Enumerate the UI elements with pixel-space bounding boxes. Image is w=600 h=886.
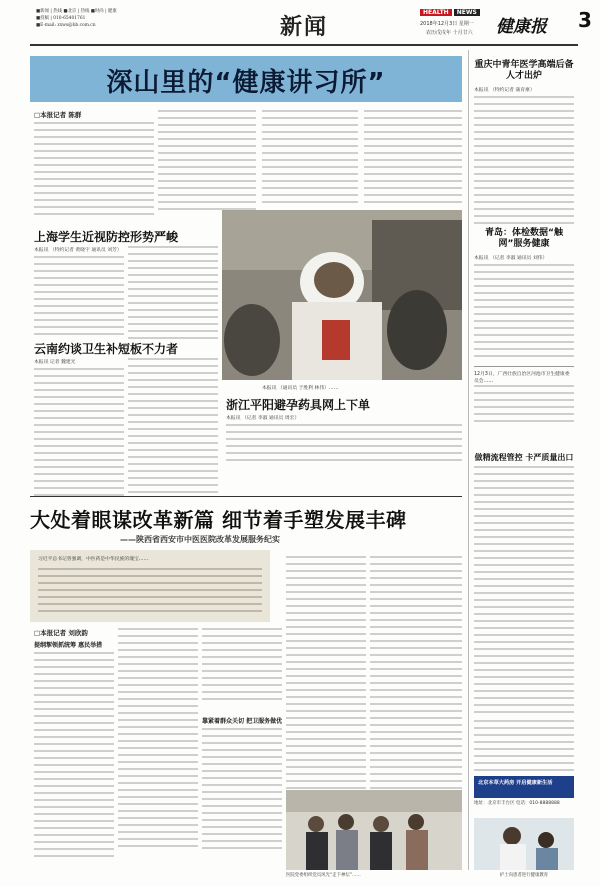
masthead bbox=[0, 0, 600, 46]
lead-headline: 深山里的“健康讲习所” bbox=[106, 68, 386, 98]
right-story-2-title: 青岛：体检数据“触网”服务健康 bbox=[485, 228, 563, 249]
feature-column-divider bbox=[468, 450, 469, 870]
ad-title: 北京本草大药房 开启健康新生活 bbox=[478, 780, 553, 786]
lead-photo bbox=[222, 210, 462, 380]
feature-top-rule bbox=[30, 496, 462, 497]
story-2-body-col2 bbox=[128, 358, 218, 498]
contact-email: ■E-mail: zxws@bb.com.cn bbox=[36, 23, 96, 28]
feature-photo-1-illustration bbox=[286, 790, 462, 870]
story-1-body-col2 bbox=[128, 246, 218, 344]
feature-photo-1-caption: 医院党委组织党员风光“走下神坛”…… bbox=[286, 873, 361, 878]
story-3-byline: 本报讯 （记者 李淑 通讯员 周宏） bbox=[226, 416, 300, 421]
feature-headline: 大处着眼谋改革新篇 细节着手塑发展丰碑 bbox=[30, 508, 407, 532]
feature-photo-2 bbox=[474, 818, 574, 870]
feature-col3 bbox=[202, 628, 282, 705]
story-1-title: 上海学生近视防控形势严峻 bbox=[34, 230, 179, 244]
right-story-1-body bbox=[474, 96, 574, 229]
right-notice-lines bbox=[474, 385, 574, 422]
story-1-byline: 本报讯 （特约记者 黄晓宇 通讯员 刘芳） bbox=[34, 248, 122, 253]
feature-intro-lines bbox=[38, 568, 262, 617]
column-divider bbox=[468, 50, 469, 450]
right-story-1-title: 重庆中青年医学高端后备人才出炉 bbox=[474, 60, 574, 81]
feature-photo-2-illustration bbox=[474, 818, 574, 870]
feature-intro: 习近平总书记曾强调，中医药是中华民族的瑰宝…… bbox=[38, 557, 149, 562]
feature-subhead: ——陕西省西安市中医医院改革发展服务纪实 bbox=[120, 535, 280, 544]
right-story-3-body-b bbox=[474, 720, 574, 776]
story-3-title: 浙江平阳避孕药具网上下单 bbox=[226, 398, 371, 412]
feature-photo-1 bbox=[286, 790, 462, 870]
story-1-body bbox=[34, 256, 124, 340]
story-2-byline: 本报讯 记者 魏建光 bbox=[34, 360, 76, 365]
lead-headline-bar bbox=[30, 56, 462, 102]
lead-byline: □本报记者 陈群 bbox=[34, 111, 82, 119]
feature-photo-2-caption: 护士向患者进行健康教育 bbox=[499, 873, 549, 878]
right-story-2-byline: 本报讯 （记者 李淑 通讯员 刘伟） bbox=[474, 256, 548, 261]
feature-col1 bbox=[34, 652, 114, 862]
right-notice-box bbox=[474, 366, 574, 445]
right-story-3-title: 做精流程管控 卡严质量出口 bbox=[474, 453, 574, 462]
story-2-title: 云南约谈卫生补短板不力者 bbox=[34, 342, 179, 356]
news-tag: NEWS bbox=[454, 9, 480, 16]
ad-contact: 地址：北京市丰台区 电话：010-8888888 bbox=[474, 801, 560, 806]
lead-body-col3 bbox=[262, 110, 358, 208]
channel-list: ■新闻 | 热线 ■北京 | 热线 ■时尚 | 健康 bbox=[36, 9, 117, 14]
lead-body-col2 bbox=[158, 110, 256, 215]
feature-col3b bbox=[202, 728, 282, 854]
lead-photo-caption: 本报讯 （通讯员 于胜利 林伟）…… bbox=[262, 386, 339, 391]
feature-intro-box bbox=[30, 550, 270, 622]
story-2-body bbox=[34, 368, 124, 501]
right-story-2-body bbox=[474, 264, 574, 362]
right-story-3-body bbox=[474, 466, 574, 718]
feature-col2 bbox=[118, 628, 198, 852]
issue-date: 2018年12月3日 星期一 bbox=[420, 21, 474, 27]
feature-sec2-head: 靠紧着群众关切 把卫服务做优 bbox=[202, 718, 283, 725]
right-story-1-byline: 本报讯 （特约记者 蒲育豪） bbox=[474, 88, 535, 93]
contact-phone: ■投稿 | 010-65401761 bbox=[36, 16, 86, 21]
section-title: 新闻 bbox=[280, 15, 329, 40]
lead-body-col1 bbox=[34, 122, 154, 220]
feature-sec1-head: 提纲挈领抓统筹 惠民举措 bbox=[34, 642, 103, 649]
masthead-rule bbox=[30, 44, 578, 46]
ad-box bbox=[474, 776, 574, 798]
page-number: 3 bbox=[578, 8, 592, 32]
feature-col5 bbox=[370, 556, 462, 794]
lead-photo-illustration bbox=[222, 210, 462, 380]
health-tag: HEALTH bbox=[420, 9, 452, 16]
lead-body-col4 bbox=[364, 110, 462, 208]
issue-lunar: 农历戊戌年 十月廿六 bbox=[426, 30, 473, 36]
brand-logo: 健康报 bbox=[496, 17, 547, 37]
story-3-body bbox=[226, 424, 462, 466]
right-notice-text: 12月3日，广西壮族自治区河池市卫生健康委员会…… bbox=[474, 372, 570, 384]
feature-col4 bbox=[286, 556, 366, 794]
feature-byline: □本报记者 刘欣韵 bbox=[34, 629, 88, 637]
